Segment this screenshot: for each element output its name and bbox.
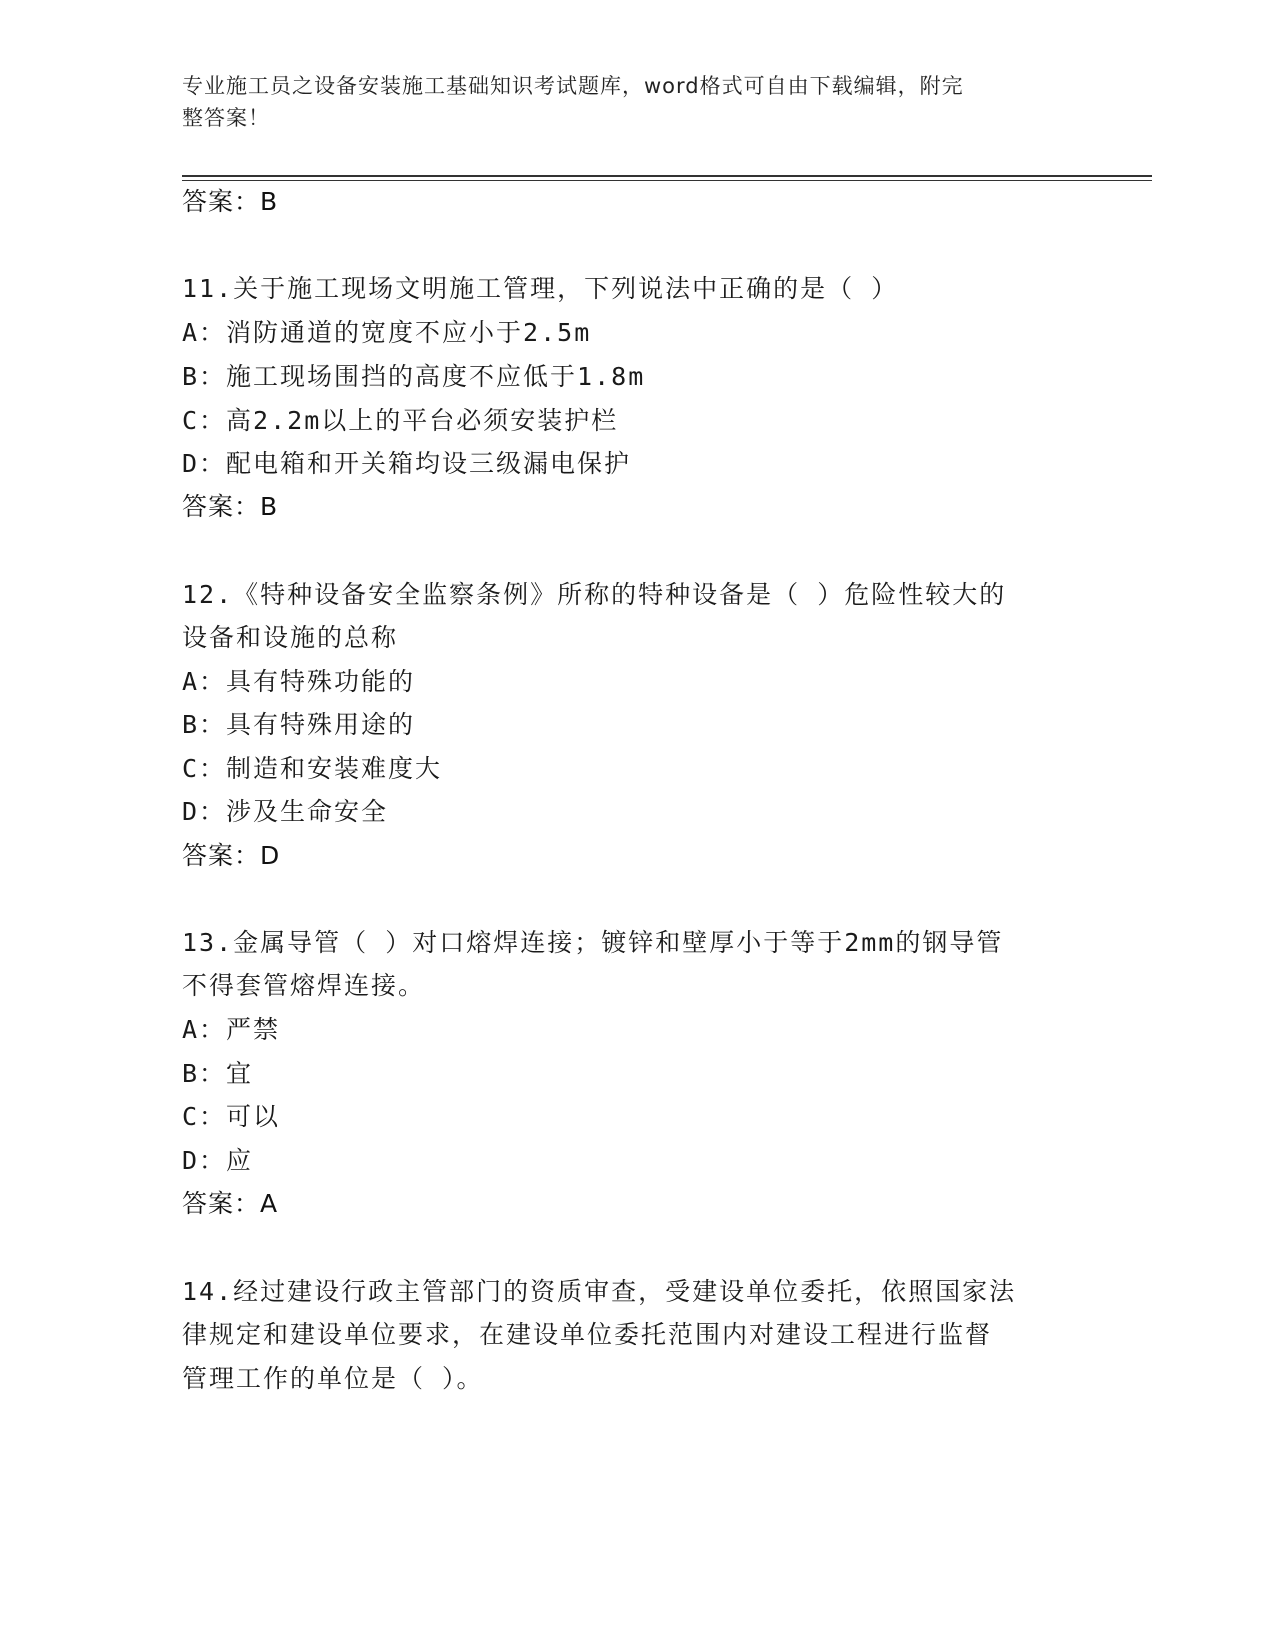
question-13-answer: 答案：A bbox=[182, 1189, 279, 1218]
question-11-answer: 答案：B bbox=[182, 492, 279, 521]
question-14-stem-line-3: 管理工作的单位是（ ）。 bbox=[182, 1364, 484, 1393]
question-13-stem-line-2: 不得套管熔焊连接。 bbox=[182, 971, 426, 1000]
question-12-option-a: A：具有特殊功能的 bbox=[182, 667, 416, 696]
question-14-stem-line-2: 律规定和建设单位要求，在建设单位委托范围内对建设工程进行监督 bbox=[182, 1320, 993, 1349]
previous-answer: 答案：B bbox=[182, 187, 279, 216]
question-11-option-a: A：消防通道的宽度不应小于2.5m bbox=[182, 318, 592, 347]
header-divider-thick bbox=[182, 175, 1152, 177]
document-header bbox=[182, 70, 1052, 134]
question-13-option-d: D：应 bbox=[182, 1146, 254, 1175]
question-11-option-b: B：施工现场围挡的高度不应低于1.8m bbox=[182, 362, 646, 391]
question-12-stem-line-1: 12.《特种设备安全监察条例》所称的特种设备是（ ）危险性较大的 bbox=[182, 580, 1007, 609]
question-13-option-b: B：宜 bbox=[182, 1059, 254, 1088]
question-12-option-c: C：制造和安装难度大 bbox=[182, 754, 443, 783]
question-12-answer: 答案：D bbox=[182, 841, 281, 870]
question-13-option-a: A：严禁 bbox=[182, 1015, 281, 1044]
question-11-stem: 11.关于施工现场文明施工管理，下列说法中正确的是（ ） bbox=[182, 274, 899, 303]
question-13-stem-line-1: 13.金属导管（ ）对口熔焊连接；镀锌和壁厚小于等于2mm的钢导管 bbox=[182, 928, 1004, 957]
question-13-option-c: C：可以 bbox=[182, 1102, 281, 1131]
question-12-stem-line-2: 设备和设施的总称 bbox=[182, 623, 399, 652]
question-11-option-c: C：高2.2m以上的平台必须安装护栏 bbox=[182, 406, 619, 435]
question-12-option-b: B：具有特殊用途的 bbox=[182, 710, 416, 739]
header-divider-thin bbox=[182, 180, 1152, 181]
question-14-stem-line-1: 14.经过建设行政主管部门的资质审查，受建设单位委托，依照国家法 bbox=[182, 1277, 1017, 1306]
header-line-2: 整答案！ bbox=[182, 106, 270, 130]
question-12-option-d: D：涉及生命安全 bbox=[182, 797, 389, 826]
question-11-option-d: D：配电箱和开关箱均设三级漏电保护 bbox=[182, 449, 632, 478]
header-line-1: 专业施工员之设备安装施工基础知识考试题库，word格式可自由下载编辑，附完 bbox=[182, 74, 964, 98]
